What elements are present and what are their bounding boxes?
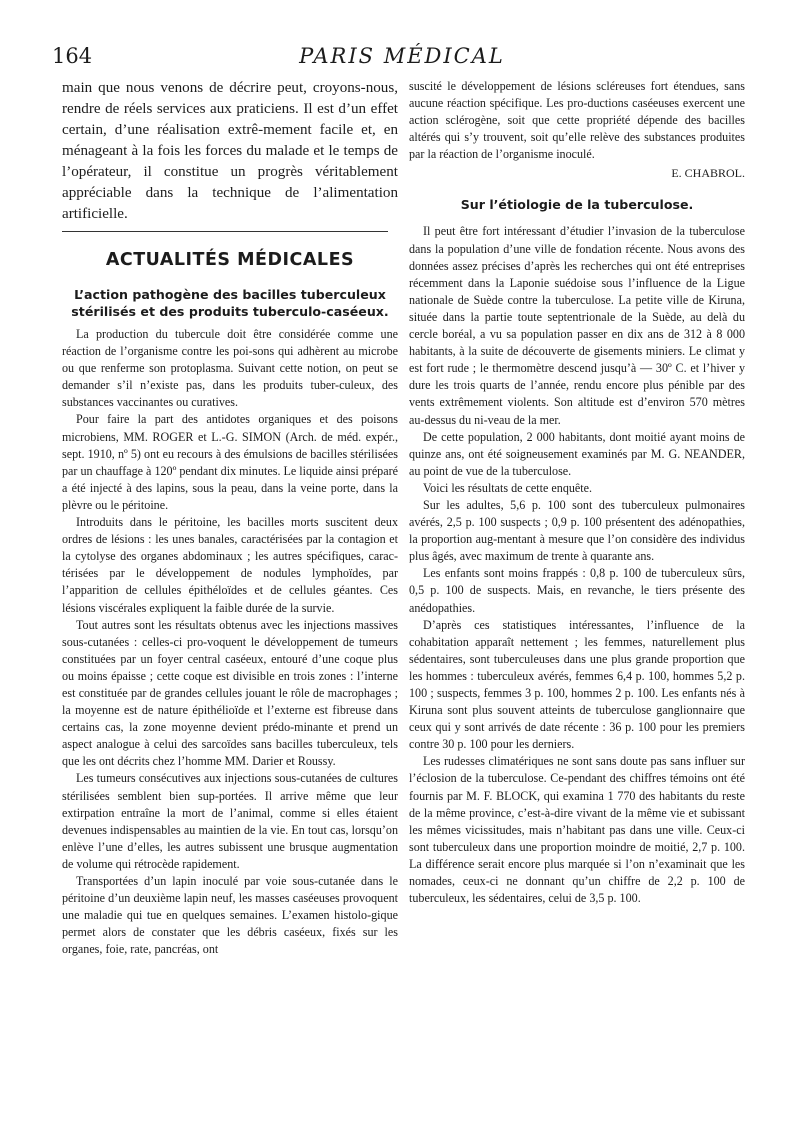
article-title: L’action pathogène des bacilles tuberculeux stérilisés et des produits tuberculo-caséeux. bbox=[71, 287, 389, 319]
body-paragraph: Il peut être fort intéressant d’étudier l’invasion de la tuberculose dans la population d’une ville de fondation récente. Nous avons des données assez précises d’après les recherches qui ont été entreprises récemment dans la Laponie suédoise sous l’influence de la Ligue nationale de Suède contre la tuberculose. La petite ville de Kiruna, située dans la partie toute septentrionale de la Suède, au delà du cercle boréal, a vu sa population passer en dix ans de 312 à 8 000 habitants, à la suite de découverte de gisements miniers. Le climat y est fort rude ; le thermomètre descend jusqu’à — 30º C. et l’hiver y dure les trois quarts de l’année, rendu encore plus pénible par des vents extrêmement violents. Son altitude est d’environ 570 mètres au-dessus du ni-veau de la mer. bbox=[409, 224, 745, 427]
body-paragraph: La production du tubercule doit être considérée comme une réaction de l’organisme contre les poi-sons qui adhèrent au microbe ou que renferme son protoplasma. Suivant cette notion, on peut se demander s’il n’existe pas, dans les produits tuber-culeux, des substances vaccinantes ou curatives. bbox=[62, 327, 398, 410]
body-paragraph: Transportées d’un lapin inoculé par voie sous-cutanée dans le péritoine d’un deuxième lapin neuf, les masses caséeuses provoquent une maladie qui tue en quelques semaines. L’examen histolo-gique permet alors de constater que les débris caséeux, fixés sur les organes, foie, rate, pancréas, ont bbox=[62, 874, 398, 957]
body-paragraph: Tout autres sont les résultats obtenus avec les injections massives sous-cutanées : celles-ci pro-voquent le développement de tumeurs constituées par un foyer central caséeux, entouré d’une coque plus ou moins épaisse ; cette coque est divisible en trois zones : l’interne est constituée par de grandes cellules jouant le rôle de macrophages ; la moyenne est de nature épithélioïde et l’externe est fibreuse dans certains cas, la zone moyenne devient prédo-minante et prend un aspect analogue à celui des sarcoïdes sans bacilles tuberculeux, tels que les ont décrits chez l’homme MM. Darier et Roussy. bbox=[62, 617, 398, 769]
body-paragraph: Voici les résultats de cette enquête. bbox=[423, 480, 593, 495]
body-paragraph: Sur les adultes, 5,6 p. 100 sont des tuberculeux pulmonaires avérés, 2,5 p. 100 suspects ; 0,9 p. 100 présentent des adénopathies, la proportion aug-mentant à mesure que l’on considère des individus plus âgés, avec maximum de trente à quarante ans. bbox=[409, 497, 745, 564]
body-paragraph: Les tumeurs consécutives aux injections sous-cutanées de cultures stérilisées semblent bien sup-portées. Il arrive même que leur extirpation entraîne la mort de l’animal, comme si elles étaient devenues indispensables au maintien de la vie. En tout cas, lorsqu’on enlève l’une d’elles, les autres subissent une brusque augmentation de volume qui rétrocède rapidement. bbox=[62, 771, 398, 871]
right-column bbox=[409, 78, 745, 907]
body-paragraph: Introduits dans le péritoine, les bacilles morts suscitent deux ordres de lésions : les unes banales, caractérisées par la contagion et la cytolyse des organes abdominaux ; les autres spécifiques, carac-térisées par le développement de nodules lymphoïdes, par l’apparition de cellules épithéloïdes et de cellules géantes. Ces lésions viscérales expliquent la faible durée de la survie. bbox=[62, 515, 398, 615]
article-title: Sur l’étiologie de la tuberculose. bbox=[460, 197, 694, 213]
intro-paragraph: main que nous venons de décrire peut, croyons-nous, rendre de réels services aux praticiens. Il est d’un effet certain, d’une réalisation extrê-mement facile et, en ménageant à la fois les forces du malade et le temps de l’opérateur, il constitue un progrès véritablement appréciable dans la technique de l’alimentation artificielle. bbox=[62, 80, 398, 222]
continuation-paragraph: suscité le développement de lésions scléreuses fort étendues, sans aucune réaction spécifique. Les pro-ductions caséeuses exercent une action sclérogène, soit que cette propriété dépende des bacilles altérés qui s’y trouvent, soit qu’elle relève des substances produites par la réaction de l’organisme inoculé. bbox=[409, 79, 745, 162]
author-signature: E. CHABROL. bbox=[671, 166, 745, 181]
body-paragraph: De cette population, 2 000 habitants, dont moitié ayant moins de quinze ans, ont été soigneusement examinés par M. G. NEANDER, au point de vue de la tuberculose. bbox=[409, 429, 745, 478]
body-paragraph: Les rudesses climatériques ne sont sans doute pas sans influer sur l’éclosion de la tuberculose. Ce-pendant des chiffres témoins ont été fournis par M. F. BLOCK, qui examina 1 770 des habitants du reste de la même province, c’est-à-dire vivant de la même vie et subissant les mêmes vicissitudes, mais n’habitant pas dans une ville. Ceux-ci sont tuberculeux dans une proportion moindre de moitié, 2,7 p. 100. La différence serait encore plus marquée si l’on n’examinait que les nomades, ceux-ci ne donnant qu’un chiffre de 2,2 p. 100 de tuberculeux, les sédentaires, celui de 3,5 p. 100. bbox=[409, 754, 745, 906]
body-paragraph: D’après ces statistiques intéressantes, l’influence de la cohabitation apparaît nettement ; les femmes, naturellement plus sédentaires, sont tuberculeuses dans une plus grande proportion que les hommes : tuberculeux avérés, femmes 6,4 p. 100, hommes 5,2 p. 100 ; suspects, femmes 3 p. 100, hommes 2 p. 100. Les enfants nés à Kiruna sont plus souvent atteints de tuberculose ganglionnaire que ceux qui y sont arrivés de date récente : 36 p. 100 pour les premiers contre 30 p. 100 pour les derniers. bbox=[409, 617, 745, 752]
page-number: 164 bbox=[52, 44, 93, 68]
body-paragraph: Pour faire la part des antidotes organiques et des poisons microbiens, MM. ROGER et L.-G. SIMON (Arch. de méd. expér., sept. 1910, nº 5) ont eu recours à des émulsions de bacilles stérilisées par un chauffage à 120º pendant dix minutes. Le liquide ainsi préparé a été injecté à des lapins, sous la peau, dans la veine porte, dans la plèvre ou le péritoine. bbox=[62, 412, 398, 512]
page-header bbox=[52, 44, 752, 72]
section-title: ACTUALITÉS MÉDICALES bbox=[105, 250, 355, 270]
body-paragraph: Les enfants sont moins frappés : 0,8 p. 100 de tuberculeux sûrs, 0,5 p. 100 de suspects. Mais, en revanche, le tiers présente des anédopathies. bbox=[409, 566, 745, 615]
section-divider bbox=[62, 231, 388, 232]
left-column bbox=[62, 78, 398, 958]
journal-title: PARIS MÉDICAL bbox=[299, 44, 505, 68]
